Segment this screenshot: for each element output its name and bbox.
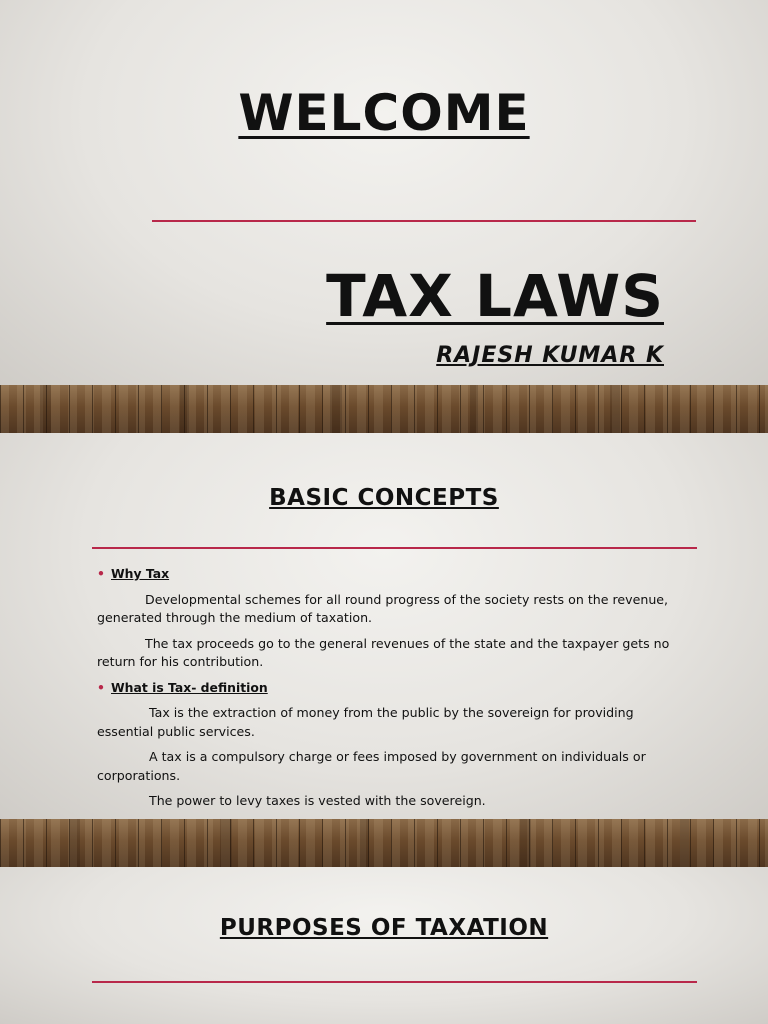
author-name: RAJESH KUMAR K	[436, 343, 664, 368]
wood-floor-divider	[0, 385, 768, 433]
slide-heading: BASIC CONCEPTS	[269, 485, 499, 511]
paragraph: A tax is a compulsory charge or fees imposed by government on individuals or corporations.	[97, 749, 646, 783]
accent-divider	[92, 547, 697, 549]
paragraph: The power to levy taxes is vested with the sovereign.	[149, 793, 486, 808]
bullet-tax-definition: • What is Tax- definition	[97, 679, 687, 698]
title-slide	[0, 0, 768, 385]
paragraph: Tax is the extraction of money from the public by the sovereign for providing essential public services.	[97, 705, 634, 739]
bullet-why-tax: • Why Tax	[97, 565, 687, 584]
presentation-title: TAX LAWS	[326, 262, 664, 330]
slide-heading: PURPOSES OF TAXATION	[219, 915, 549, 941]
slide-body	[97, 565, 687, 862]
wood-floor-divider	[0, 819, 768, 867]
paragraph: The tax proceeds go to the general revenues of the state and the taxpayer gets no return for his contribution.	[97, 635, 670, 669]
accent-divider	[152, 220, 696, 222]
accent-divider	[92, 981, 697, 983]
welcome-title: WELCOME	[238, 84, 530, 142]
purposes-slide	[0, 867, 768, 1024]
paragraph: Developmental schemes for all round progress of the society rests on the revenue, generated through the medium of taxation.	[97, 591, 669, 625]
basic-concepts-slide	[0, 433, 768, 819]
